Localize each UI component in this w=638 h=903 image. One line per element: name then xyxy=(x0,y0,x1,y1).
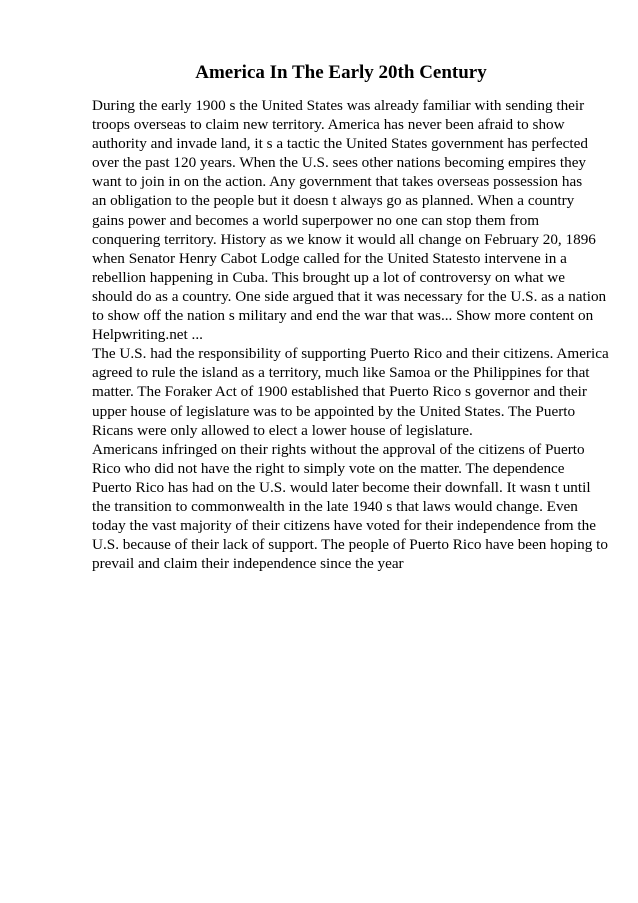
text-line: an obligation to the people but it doesn t always go as planned. When a country xyxy=(92,192,575,210)
text-line: want to join in on the action. Any government that takes overseas possession has xyxy=(92,173,583,191)
text-line: agreed to rule the island as a territory, much like Samoa or the Philippines for that xyxy=(92,364,590,382)
text-line: conquering territory. History as we know it would all change on February 20, 1896 xyxy=(92,230,596,248)
text-line: today the vast majority of their citizens have voted for their independence from the xyxy=(92,517,596,535)
text-line: Americans infringed on their rights without the approval of the citizens of Puerto xyxy=(92,440,585,458)
text-line: when Senator Henry Cabot Lodge called for the United Statesto intervene in a xyxy=(92,249,567,267)
text-line: Helpwriting.net ... xyxy=(92,326,203,344)
document-title: America In The Early 20th Century xyxy=(195,62,487,83)
text-line: matter. The Foraker Act of 1900 established that Puerto Rico s governor and their xyxy=(92,383,587,401)
document-body xyxy=(92,96,612,573)
text-line: over the past 120 years. When the U.S. sees other nations becoming empires they xyxy=(92,154,587,172)
text-line: During the early 1900 s the United States was already familiar with sending their xyxy=(92,97,585,114)
text-line: the transition to commonwealth in the late 1940 s that laws would change. Even xyxy=(92,497,578,515)
text-line: prevail and claim their independence since the year xyxy=(92,555,404,573)
text-line: gains power and becomes a world superpower no one can stop them from xyxy=(92,211,540,229)
text-line: Ricans were only allowed to elect a lower house of legislature. xyxy=(92,421,473,439)
text-line: should do as a country. One side argued that it was necessary for the U.S. as a nation xyxy=(92,287,607,305)
text-line: to show off the nation s military and end the war that was... Show more content on xyxy=(92,307,594,325)
text-line: rebellion happening in Cuba. This brought up a lot of controversy on what we xyxy=(92,268,565,286)
text-line: authority and invade land, it s a tactic the United States government has perfected xyxy=(92,135,588,153)
text-line: Puerto Rico has had on the U.S. would later become their downfall. It wasn t until xyxy=(92,478,591,496)
text-line: U.S. because of their lack of support. The people of Puerto Rico have been hoping to xyxy=(92,536,608,554)
text-line: upper house of legislature was to be appointed by the United States. The Puerto xyxy=(92,402,576,420)
text-line: Rico who did not have the right to simply vote on the matter. The dependence xyxy=(92,459,565,477)
text-line: The U.S. had the responsibility of supporting Puerto Rico and their citizens. America xyxy=(92,345,609,363)
text-line: troops overseas to claim new territory. America has never been afraid to show xyxy=(92,116,565,134)
